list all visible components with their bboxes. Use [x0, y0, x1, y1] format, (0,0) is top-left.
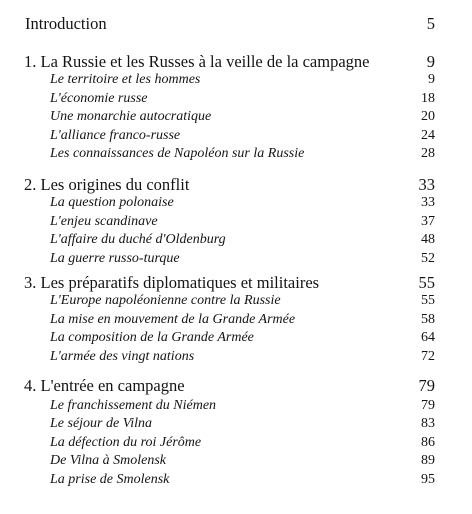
toc-section — [0, 107, 472, 127]
toc-section — [0, 347, 472, 367]
toc-section — [0, 193, 472, 213]
section-title: Le territoire et les hommes — [50, 72, 201, 87]
chapter-title: 1. La Russie et les Russes à la veille de la campagne — [24, 52, 370, 71]
section-page: 20 — [421, 109, 435, 124]
toc-chapter-4 — [0, 376, 472, 396]
toc-section — [0, 396, 472, 416]
toc-section — [0, 230, 472, 250]
section-title: L'économie russe — [50, 91, 148, 106]
toc-chapter-2 — [0, 175, 472, 195]
toc-section — [0, 249, 472, 269]
section-page: 64 — [421, 330, 435, 345]
toc-entry-page: 5 — [426, 14, 435, 33]
section-page: 58 — [421, 312, 435, 327]
section-page: 72 — [421, 349, 435, 364]
chapter-page: 79 — [418, 376, 435, 395]
section-page: 18 — [421, 91, 435, 106]
chapter-title: 3. Les préparatifs diplomatiques et militaires — [24, 273, 320, 292]
section-title: De Vilna à Smolensk — [50, 453, 166, 468]
section-page: 33 — [421, 195, 435, 210]
section-page: 28 — [421, 146, 435, 161]
toc-section — [0, 126, 472, 146]
toc-section — [0, 212, 472, 232]
section-title: L'affaire du duché d'Oldenburg — [50, 232, 226, 247]
section-page: 55 — [421, 293, 435, 308]
section-title: La mise en mouvement de la Grande Armée — [50, 312, 296, 327]
section-page: 9 — [428, 72, 435, 87]
section-page: 37 — [421, 214, 435, 229]
toc-entry-title: Introduction — [25, 14, 107, 33]
section-title: L'Europe napoléonienne contre la Russie — [50, 293, 281, 308]
toc-section — [0, 70, 472, 90]
toc-section — [0, 328, 472, 348]
section-title: Une monarchie autocratique — [50, 109, 212, 124]
section-title: L'armée des vingt nations — [50, 349, 195, 364]
section-title: La guerre russo-turque — [50, 251, 180, 266]
toc-section — [0, 470, 472, 490]
section-title: La question polonaise — [50, 195, 174, 210]
chapter-page: 9 — [426, 52, 435, 71]
chapter-page: 55 — [418, 273, 435, 292]
section-page: 86 — [421, 435, 435, 450]
section-title: La défection du roi Jérôme — [50, 435, 202, 450]
section-title: La composition de la Grande Armée — [50, 330, 254, 345]
chapter-page: 33 — [418, 175, 435, 194]
section-title: L'enjeu scandinave — [50, 214, 158, 229]
toc-chapter-1 — [0, 52, 472, 72]
chapter-title: 4. L'entrée en campagne — [24, 376, 185, 395]
toc-section — [0, 144, 472, 164]
toc-section — [0, 310, 472, 330]
section-page: 95 — [421, 472, 435, 487]
section-page: 83 — [421, 416, 435, 431]
toc-section — [0, 291, 472, 311]
section-page: 48 — [421, 232, 435, 247]
section-title: Le franchissement du Niémen — [50, 398, 217, 413]
chapter-title: 2. Les origines du conflit — [24, 175, 190, 194]
toc-section — [0, 451, 472, 471]
section-title: Le séjour de Vilna — [50, 416, 153, 431]
section-page: 24 — [421, 128, 435, 143]
section-title: La prise de Smolensk — [50, 472, 170, 487]
toc-section — [0, 433, 472, 453]
section-title: Les connaissances de Napoléon sur la Russie — [50, 146, 305, 161]
toc-entry-introduction — [0, 14, 472, 34]
toc-chapter-3 — [0, 273, 472, 293]
section-page: 79 — [421, 398, 435, 413]
section-page: 89 — [421, 453, 435, 468]
section-title: L'alliance franco-russe — [50, 128, 181, 143]
toc-section — [0, 414, 472, 434]
toc-section — [0, 89, 472, 109]
section-page: 52 — [421, 251, 435, 266]
